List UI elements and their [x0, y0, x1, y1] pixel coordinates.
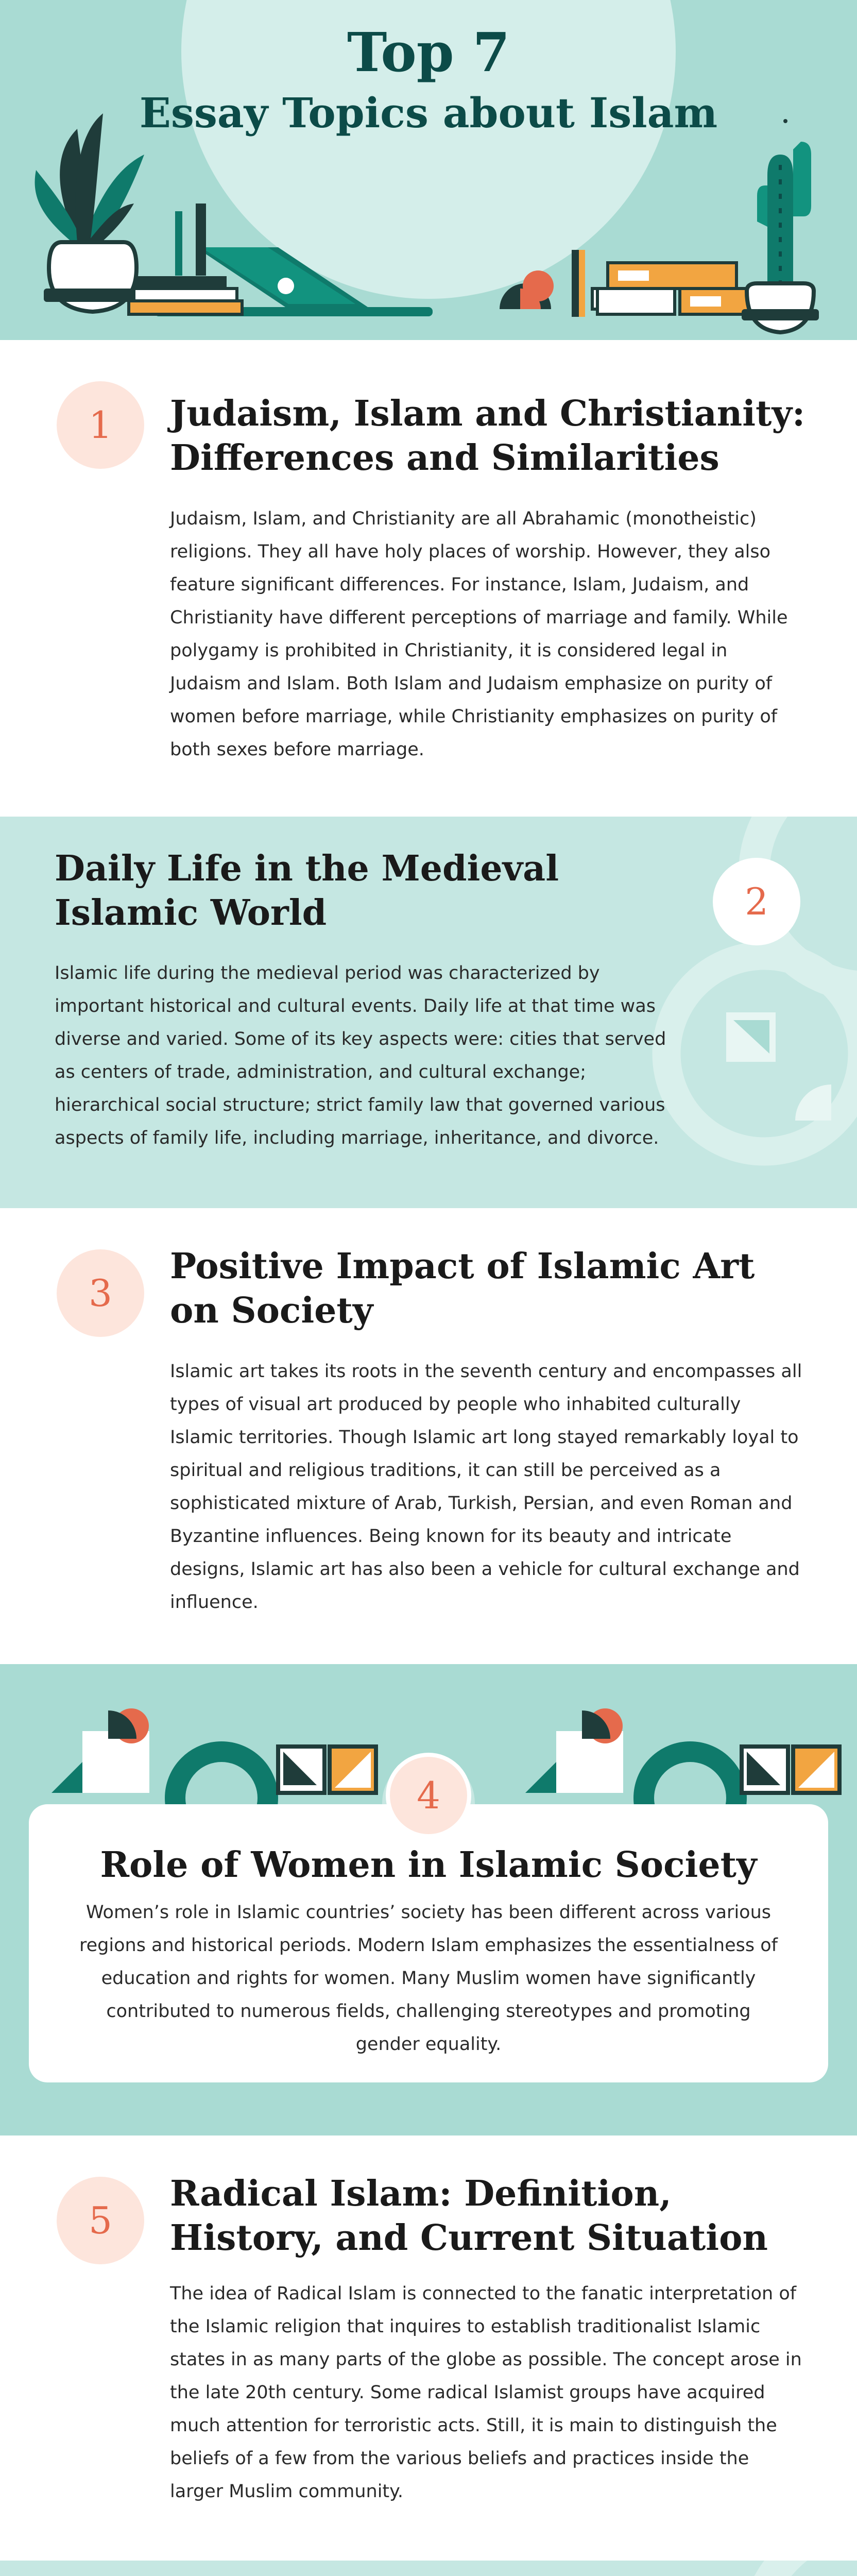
- topic-title: Radical Islam: Definition, History, and Current Situation: [170, 2173, 768, 2259]
- topic-number-badge: 5: [57, 2177, 144, 2264]
- topic-body: Islamic life during the medieval period was characterized by important historical and cultural events. Daily life at that time was diverse and varied. Some of its key aspects were: cities that served as centers of trade, administration, and cultural exchange; hierarchical social structure; strict family law that governed various aspects of family life, including marriage, inheritance, and divorce.: [55, 963, 666, 1148]
- page-title: Top 7: [347, 21, 510, 84]
- header-illustration: [0, 0, 857, 340]
- topic-section-6: [0, 2561, 857, 2576]
- topic-section-3: [0, 1208, 857, 1664]
- header-banner: [0, 0, 857, 340]
- topic-body: Women’s role in Islamic countries’ society has been different across various regions and historical periods. Modern Islam emphasizes the essentialness of education and rights for women. Many Muslim women have significantly contributed to numerous fields, challenging stereotypes and promoting gender equality.: [79, 1902, 778, 2055]
- topic-section-1: [0, 340, 857, 817]
- topic-title: Judaism, Islam and Christianity: Differences and Similarities: [170, 393, 805, 479]
- topic-section-5: [0, 2136, 857, 2561]
- topic-section-4: [0, 1664, 857, 2136]
- topic-body: Islamic art takes its roots in the seventh century and encompasses all types of visual art produced by people who inhabited culturally Islamic territories. Though Islamic art long stayed remarkably loyal to spiritual and religious traditions, it can still be perceived as a sophisticated mixture of Arab, Turkish, Persian, and even Roman and Byzantine influences. Being known for its beauty and intricate designs, Islamic art has also been a vehicle for cultural exchange and influence.: [170, 1361, 802, 1613]
- topic-body: The idea of Radical Islam is connected to the fanatic interpretation of the Islamic religion that inquires to establish traditionalist Islamic states in as many parts of the globe as possible. The concept arose in the late 20th century. Some radical Islamist groups have acquired much attention for terroristic acts. Still, it is main to distinguish the beliefs of a few from the various beliefs and practices inside the larger Muslim community.: [170, 2283, 802, 2502]
- topic-number-badge: 1: [57, 381, 144, 469]
- page-subtitle: Essay Topics about Islam: [139, 89, 718, 137]
- topic-number-badge: 2: [713, 858, 800, 945]
- cactus-right-icon: [742, 119, 819, 332]
- topic-number-badge: 4: [386, 1753, 471, 1838]
- topic-title: Role of Women in Islamic Society: [100, 1844, 757, 1886]
- topic-section-2: [0, 817, 857, 1208]
- plant-left-icon: [35, 113, 144, 312]
- decor-circles-icon: [651, 2561, 857, 2576]
- topic-title: Daily Life in the Medieval Islamic World: [55, 848, 559, 934]
- topic-card: [29, 1804, 828, 2082]
- topic-body: Judaism, Islam, and Christianity are all Abrahamic (monotheistic) religions. They all have holy places of worship. However, they also feature significant differences. For instance, Islam, Judaism, and Christianity have different perceptions of marriage and family. While polygamy is prohibited in Christianity, it is considered legal in Judaism and Islam. Both Islam and Judaism emphasize on purity of women before marriage, while Christianity emphasizes on purity of both sexes before marriage.: [170, 509, 788, 760]
- topic-number-badge: 3: [57, 1249, 144, 1337]
- topic-title: Positive Impact of Islamic Art on Society: [170, 1246, 755, 1331]
